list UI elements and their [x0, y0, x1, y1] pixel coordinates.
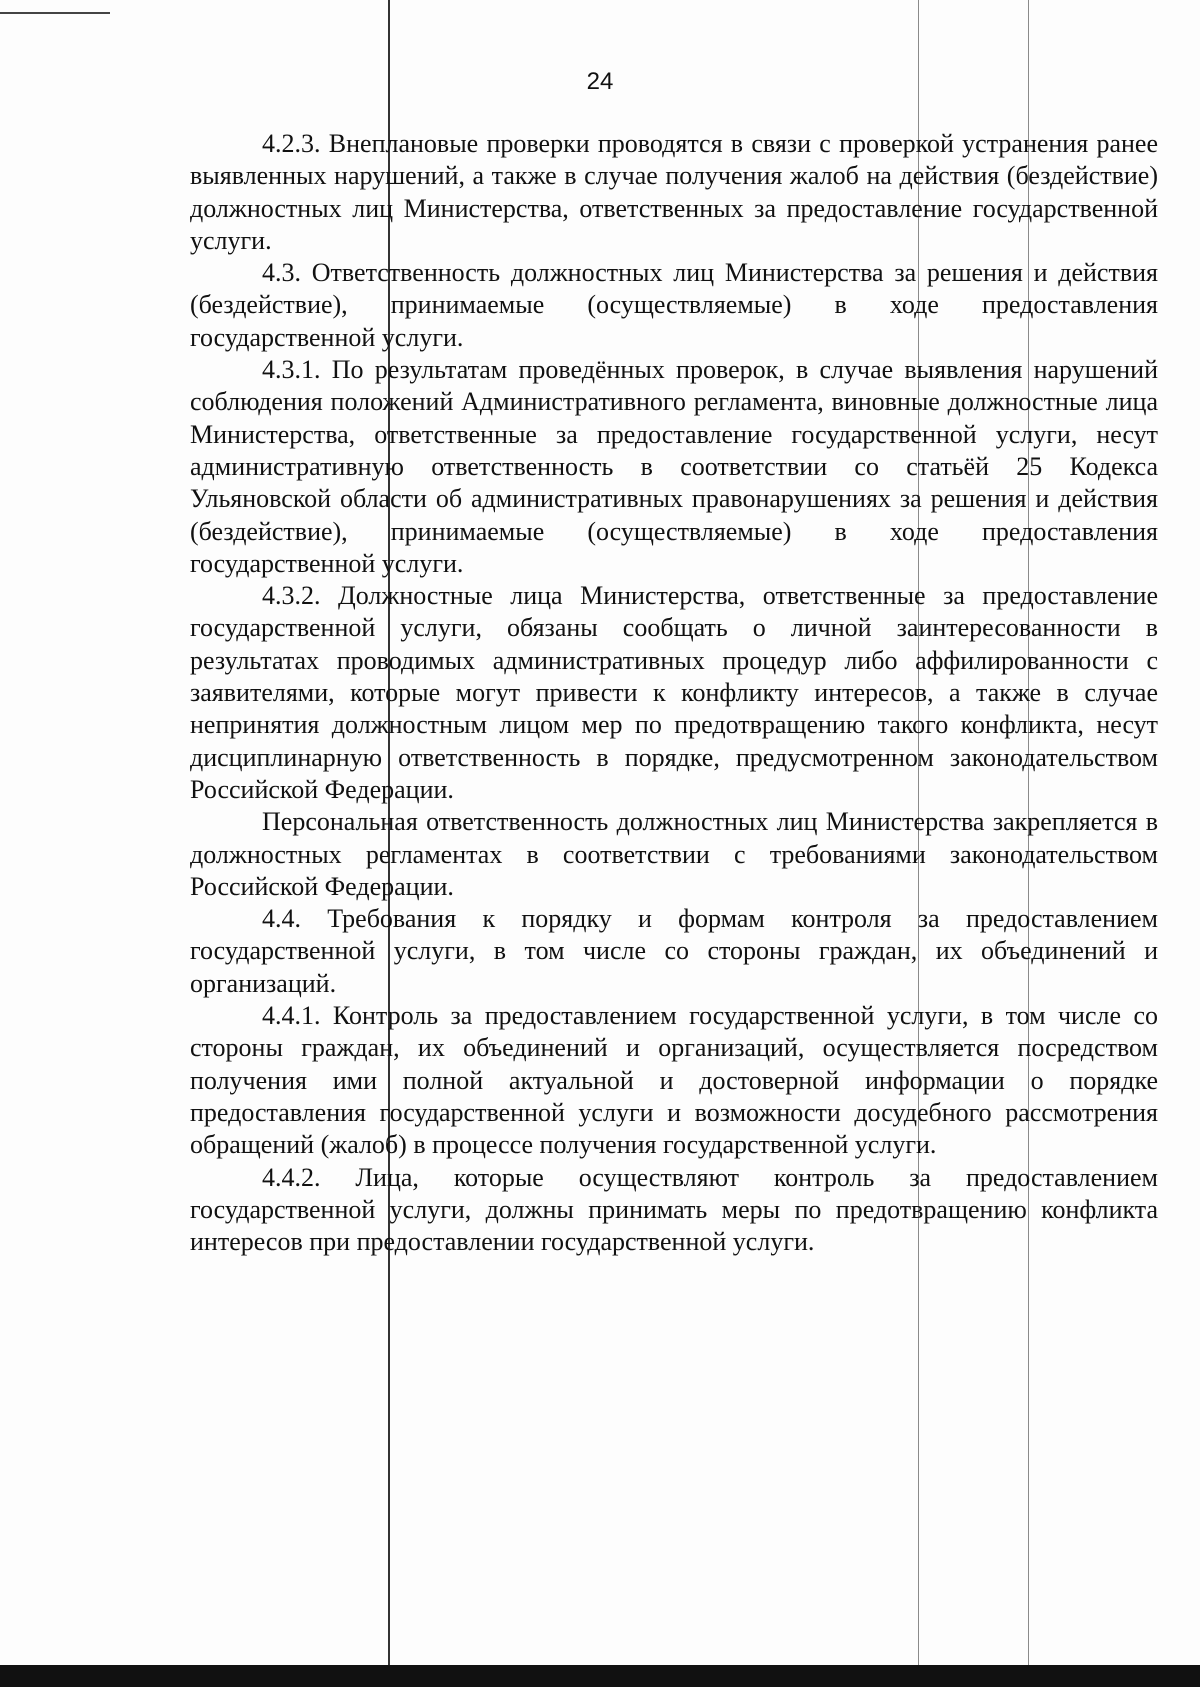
paragraph: 4.4. Требования к порядку и формам контроля за предоставлением государственной услуги, в том числе со стороны граждан, их объединений и организаций. — [190, 904, 1158, 998]
paragraph: 4.3.1. По результатам проведённых проверок, в случае выявления нарушений соблюдения положений Административного регламента, виновные должностные лица Министерства, ответственные за предоставление государственной услуги, несут административную ответственность в соответствии со статьёй 25 Кодекса Ульяновской области об административных правонарушениях за решения и действия (бездействие), принимаемые (осуществляемые) в ходе предоставления государственной услуги. — [190, 355, 1158, 578]
paragraph: 4.3.2. Должностные лица Министерства, ответственные за предоставление государственной услуги, обязаны сообщать о личной заинтересованности в результатах проводимых административных процедур либо аффилированности с заявителями, которые могут привести к конфликту интересов, а также в случае непринятия должностным лицом мер по предотвращению такого конфликта, несут дисциплинарную ответственность в порядке, предусмотренном законодательством Российской Федерации. — [190, 581, 1158, 804]
scan-top-mark — [0, 12, 110, 14]
document-body — [190, 128, 1158, 1258]
paragraph: 4.4.1. Контроль за предоставлением государственной услуги, в том числе со стороны граждан, их объединений и организаций, осуществляется посредством получения ими полной актуальной и достоверной информации о порядке предоставления государственной услуги и возможности досудебного рассмотрения обращений (жалоб) в процессе получения государственной услуги. — [190, 1001, 1158, 1160]
paragraph: 4.2.3. Внеплановые проверки проводятся в связи с проверкой устранения ранее выявленных нарушений, а также в случае получения жалоб на действия (бездействие) должностных лиц Министерства, ответственных за предоставление государственной услуги. — [190, 129, 1158, 255]
page-number: 24 — [586, 68, 614, 95]
paragraph: 4.4.2. Лица, которые осуществляют контроль за предоставлением государственной услуги, должны принимать меры по предотвращению конфликта интересов при предоставлении государственной услуги. — [190, 1162, 1158, 1257]
scan-bottom-bar — [0, 1665, 1200, 1687]
paragraph: Персональная ответственность должностных лиц Министерства закрепляется в должностных регламентах в соответствии с требованиями законодательством Российской Федерации. — [190, 807, 1158, 901]
paragraph: 4.3. Ответственность должностных лиц Министерства за решения и действия (бездействие), принимаемые (осуществляемые) в ходе предоставления государственной услуги. — [190, 258, 1158, 352]
